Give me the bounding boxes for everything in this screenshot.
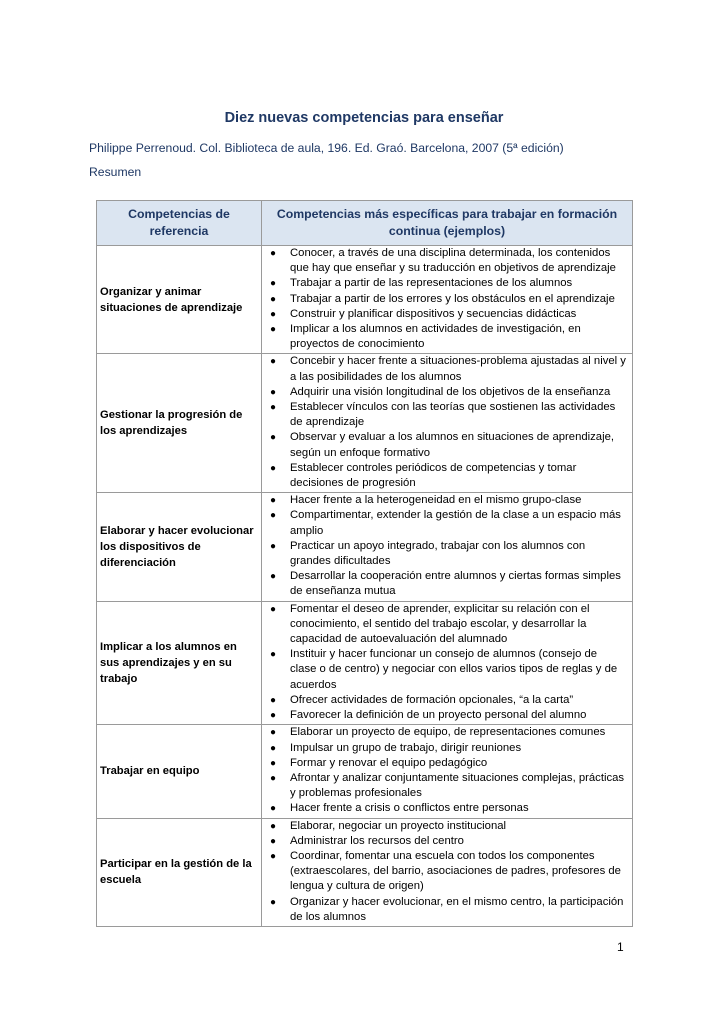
items-list bbox=[262, 493, 626, 599]
section-label: Resumen bbox=[89, 165, 142, 179]
table-row bbox=[97, 725, 633, 818]
list-item-text: Administrar los recursos del centro bbox=[290, 834, 464, 847]
items-list bbox=[262, 602, 626, 724]
list-item-text: Establecer controles periódicos de competencias y tomar decisiones de progresión bbox=[290, 461, 577, 490]
bullet-icon: ● bbox=[269, 293, 277, 305]
page-number: 1 bbox=[617, 940, 624, 954]
bullet-icon: ● bbox=[269, 772, 277, 784]
list-item bbox=[262, 756, 626, 771]
list-item-text: Practicar un apoyo integrado, trabajar con los alumnos con grandes dificultades bbox=[290, 539, 586, 568]
list-item-text: Impulsar un grupo de trabajo, dirigir reuniones bbox=[290, 741, 522, 754]
list-item bbox=[262, 246, 626, 276]
list-item-text: Afrontar y analizar conjuntamente situaciones complejas, prácticas y problemas profesionales bbox=[290, 771, 625, 800]
list-item-text: Favorecer la definición de un proyecto personal del alumno bbox=[290, 709, 587, 722]
list-item bbox=[262, 400, 626, 430]
bullet-icon: ● bbox=[269, 495, 277, 507]
table-header-row bbox=[97, 201, 633, 246]
list-item-text: Formar y renovar el equipo pedagógico bbox=[290, 756, 488, 769]
document-subtitle: Philippe Perrenoud. Col. Biblioteca de aula, 196. Ed. Graó. Barcelona, 2007 (5ª edición) bbox=[89, 141, 564, 155]
competencia-cell: Participar en la gestión de la escuela bbox=[97, 818, 262, 926]
list-item bbox=[262, 801, 626, 816]
list-item-text: Hacer frente a crisis o conflictos entre personas bbox=[290, 802, 529, 815]
items-cell bbox=[262, 601, 633, 725]
list-item-text: Establecer vínculos con las teorías que sostienen las actividades de aprendizaje bbox=[290, 401, 616, 429]
table-row bbox=[97, 601, 633, 725]
list-item bbox=[262, 461, 626, 491]
list-item-text: Compartimentar, extender la gestión de la clase a un espacio más amplio bbox=[290, 509, 621, 537]
bullet-icon: ● bbox=[269, 248, 277, 259]
list-item-text: Adquirir una visión longitudinal de los objetivos de la enseñanza bbox=[290, 385, 611, 398]
list-item-text: Conocer, a través de una disciplina determinada, los contenidos que hay que enseñar y su traducción en objetivos de aprendizaje bbox=[290, 247, 616, 275]
bullet-icon: ● bbox=[269, 402, 277, 414]
list-item bbox=[262, 292, 626, 307]
table-row bbox=[97, 354, 633, 493]
list-item-text: Instituir y hacer funcionar un consejo de alumnos (consejo de clase o de centro) y negociar con ellos varios tipos de reglas y de acuerdos bbox=[290, 648, 618, 691]
items-list bbox=[262, 354, 626, 491]
bullet-icon: ● bbox=[269, 757, 277, 769]
list-item-text: Concebir y hacer frente a situaciones-problema ajustadas al nivel y a las posibilidades de los alumnos bbox=[290, 355, 626, 383]
items-list bbox=[262, 725, 626, 816]
list-item bbox=[262, 819, 626, 834]
list-item-text: Ofrecer actividades de formación opcionales, “a la carta” bbox=[290, 693, 574, 706]
competencia-cell: Organizar y animar situaciones de aprendizaje bbox=[97, 246, 262, 354]
items-cell bbox=[262, 354, 633, 493]
bullet-icon: ● bbox=[269, 432, 277, 444]
bullet-icon: ● bbox=[269, 835, 277, 847]
list-item bbox=[262, 693, 626, 708]
list-item bbox=[262, 508, 626, 538]
bullet-icon: ● bbox=[269, 571, 277, 583]
list-item-text: Observar y evaluar a los alumnos en situaciones de aprendizaje, según un enfoque formativo bbox=[290, 431, 615, 459]
bullet-icon: ● bbox=[269, 324, 277, 336]
list-item bbox=[262, 895, 626, 925]
list-item bbox=[262, 322, 626, 352]
list-item-text: Construir y planificar dispositivos y secuencias didácticas bbox=[290, 307, 577, 320]
list-item bbox=[262, 771, 626, 801]
header-competencias-line1: Competencias de bbox=[128, 207, 230, 221]
list-item-text: Fomentar el deseo de aprender, explicitar su relación con el conocimiento, el sentido del trabajo escolar, y desarrollar la capacidad de autoevaluación del alumnado bbox=[290, 602, 590, 646]
list-item bbox=[262, 849, 626, 895]
bullet-icon: ● bbox=[269, 278, 277, 290]
list-item bbox=[262, 385, 626, 400]
list-item bbox=[262, 741, 626, 756]
table-row bbox=[97, 818, 633, 926]
items-cell bbox=[262, 493, 633, 601]
table-body bbox=[97, 246, 633, 927]
competencia-cell: Gestionar la progresión de los aprendizajes bbox=[97, 354, 262, 493]
bullet-icon: ● bbox=[269, 694, 277, 706]
bullet-icon: ● bbox=[269, 742, 277, 754]
list-item bbox=[262, 539, 626, 569]
list-item-text: Coordinar, fomentar una escuela con todos los componentes (extraescolares, del barrio, asociaciones de padres, profesores de lengua y cultura de origen) bbox=[290, 849, 621, 893]
competencias-table bbox=[96, 200, 633, 927]
list-item bbox=[262, 493, 626, 508]
table-row bbox=[97, 493, 633, 601]
list-item bbox=[262, 276, 626, 291]
header-competencias-referencia bbox=[97, 201, 262, 246]
list-item bbox=[262, 602, 626, 648]
competencia-cell: Implicar a los alumnos en sus aprendizajes y en su trabajo bbox=[97, 601, 262, 725]
list-item-text: Trabajar a partir de las representaciones de los alumnos bbox=[290, 277, 573, 290]
bullet-icon: ● bbox=[269, 820, 277, 832]
list-item bbox=[262, 569, 626, 599]
list-item bbox=[262, 307, 626, 322]
list-item bbox=[262, 354, 626, 384]
bullet-icon: ● bbox=[269, 803, 277, 815]
list-item-text: Organizar y hacer evolucionar, en el mismo centro, la participación de los alumnos bbox=[290, 895, 624, 923]
bullet-icon: ● bbox=[269, 356, 277, 368]
bullet-icon: ● bbox=[269, 540, 277, 552]
list-item bbox=[262, 647, 626, 693]
competencia-cell: Trabajar en equipo bbox=[97, 725, 262, 818]
bullet-icon: ● bbox=[269, 727, 277, 739]
items-cell bbox=[262, 246, 633, 354]
header-especificas-line1: Competencias más específicas para trabajar en formación bbox=[276, 207, 618, 221]
header-especificas-line2: continua (ejemplos) bbox=[388, 224, 506, 238]
table-row bbox=[97, 246, 633, 354]
list-item bbox=[262, 834, 626, 849]
list-item-text: Trabajar a partir de los errores y los obstáculos en el aprendizaje bbox=[290, 292, 615, 305]
document-title: Diez nuevas competencias para enseñar bbox=[224, 110, 504, 126]
list-item-text: Elaborar, negociar un proyecto institucional bbox=[290, 819, 507, 832]
list-item-text: Implicar a los alumnos en actividades de investigación, en proyectos de conocimiento bbox=[290, 323, 581, 351]
bullet-icon: ● bbox=[269, 462, 277, 474]
competencia-cell: Elaborar y hacer evolucionar los dispositivos de diferenciación bbox=[97, 493, 262, 601]
bullet-icon: ● bbox=[269, 386, 277, 398]
items-list bbox=[262, 819, 626, 925]
list-item-text: Hacer frente a la heterogeneidad en el mismo grupo-clase bbox=[290, 494, 582, 507]
header-competencias-line2: referencia bbox=[149, 224, 209, 238]
items-cell bbox=[262, 725, 633, 818]
bullet-icon: ● bbox=[269, 510, 277, 522]
header-competencias-especificas bbox=[262, 201, 633, 246]
bullet-icon: ● bbox=[269, 896, 277, 908]
bullet-icon: ● bbox=[269, 710, 277, 722]
bullet-icon: ● bbox=[269, 603, 277, 615]
list-item-text: Elaborar un proyecto de equipo, de representaciones comunes bbox=[290, 726, 606, 739]
bullet-icon: ● bbox=[269, 850, 277, 862]
items-list bbox=[262, 246, 626, 352]
list-item bbox=[262, 725, 626, 740]
list-item bbox=[262, 708, 626, 723]
list-item bbox=[262, 430, 626, 460]
bullet-icon: ● bbox=[269, 308, 277, 320]
bullet-icon: ● bbox=[269, 649, 277, 661]
list-item-text: Desarrollar la cooperación entre alumnos y ciertas formas simples de enseñanza mutua bbox=[290, 570, 621, 598]
items-cell bbox=[262, 818, 633, 926]
